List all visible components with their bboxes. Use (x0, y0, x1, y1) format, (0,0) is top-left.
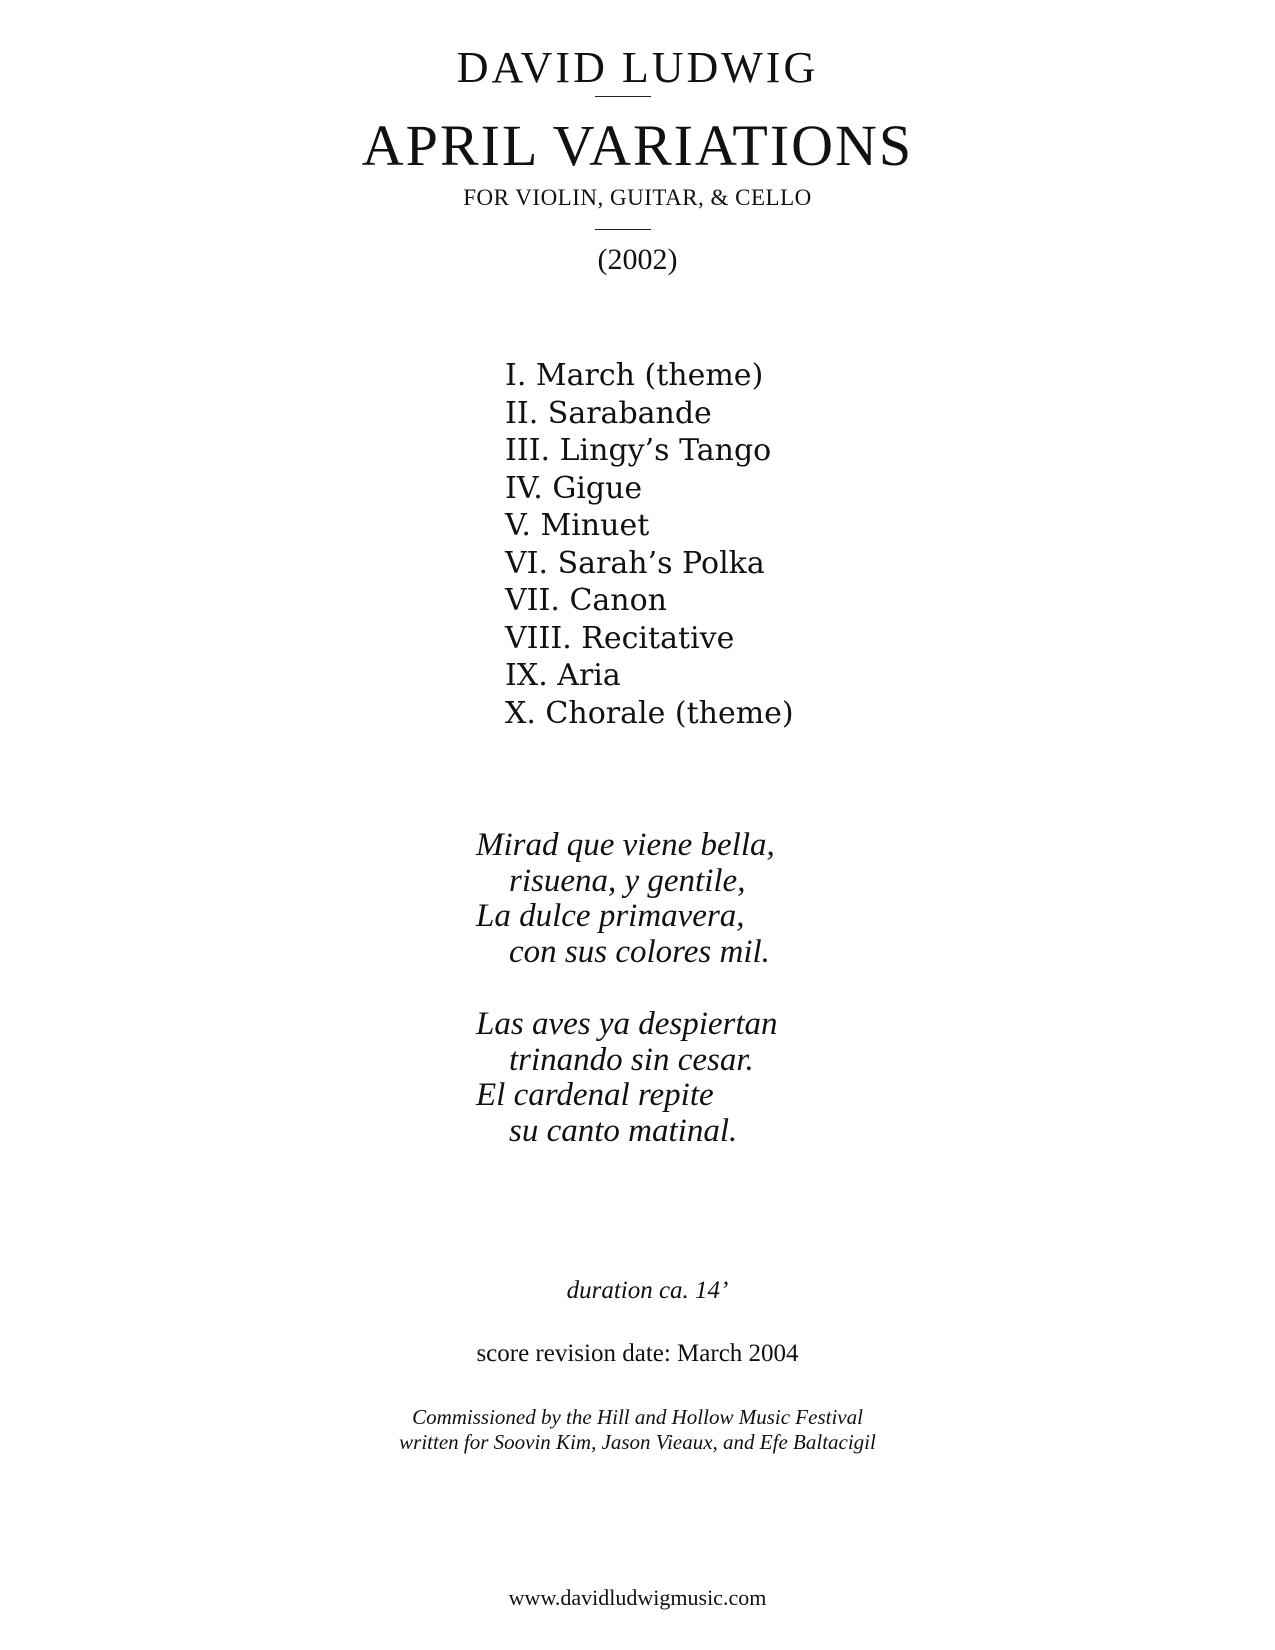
movement-item: V. Minuet (505, 508, 650, 543)
movement-item: VIII. Recitative (505, 620, 735, 656)
movement-item: VII. Canon (505, 583, 667, 618)
movement-list (505, 357, 794, 732)
poem-stanza-1 (476, 828, 775, 970)
composition-year: (2002) (597, 243, 678, 276)
commission-line: Commissioned by the Hill and Hollow Music Festival (412, 1405, 863, 1429)
commission-note (0, 1405, 1275, 1455)
poem-line: La dulce primavera, (476, 898, 745, 934)
composer-name: DAVID LUDWIG (456, 43, 819, 92)
movement-item: VI. Sarah’s Polka (505, 545, 765, 581)
movement-item: I. March (theme) (505, 358, 764, 393)
poem-line: Las aves ya despiertan (476, 1006, 778, 1042)
movement-item: X. Chorale (theme) (505, 695, 794, 731)
poem-line: Mirad que viene bella, (476, 827, 775, 863)
poem-line: con sus colores mil. (509, 933, 770, 970)
duration-note: duration ca. 14’ (566, 1277, 729, 1304)
poem-line: El cardenal repite (476, 1077, 714, 1113)
poem-stanza-2 (476, 1007, 778, 1149)
movement-item: IV. Gigue (505, 470, 643, 506)
movement-item: II. Sarabande (505, 395, 712, 431)
divider-rule-top (595, 96, 651, 97)
revision-date: score revision date: March 2004 (476, 1340, 799, 1367)
work-title: APRIL VARIATIONS (361, 113, 914, 178)
poem-line: trinando sin cesar. (509, 1041, 754, 1078)
instrumentation: FOR VIOLIN, GUITAR, & CELLO (463, 185, 812, 210)
poem-line: risuena, y gentile, (509, 862, 746, 899)
dedication-line: written for Soovin Kim, Jason Vieaux, and Efe Baltacigil (399, 1430, 876, 1454)
movement-item: IX. Aria (505, 658, 621, 693)
movement-item: III. Lingy’s Tango (505, 433, 772, 468)
divider-rule-bottom (595, 229, 651, 230)
website-link[interactable]: www.davidludwigmusic.com (508, 1585, 767, 1610)
poem-line: su canto matinal. (509, 1112, 738, 1149)
